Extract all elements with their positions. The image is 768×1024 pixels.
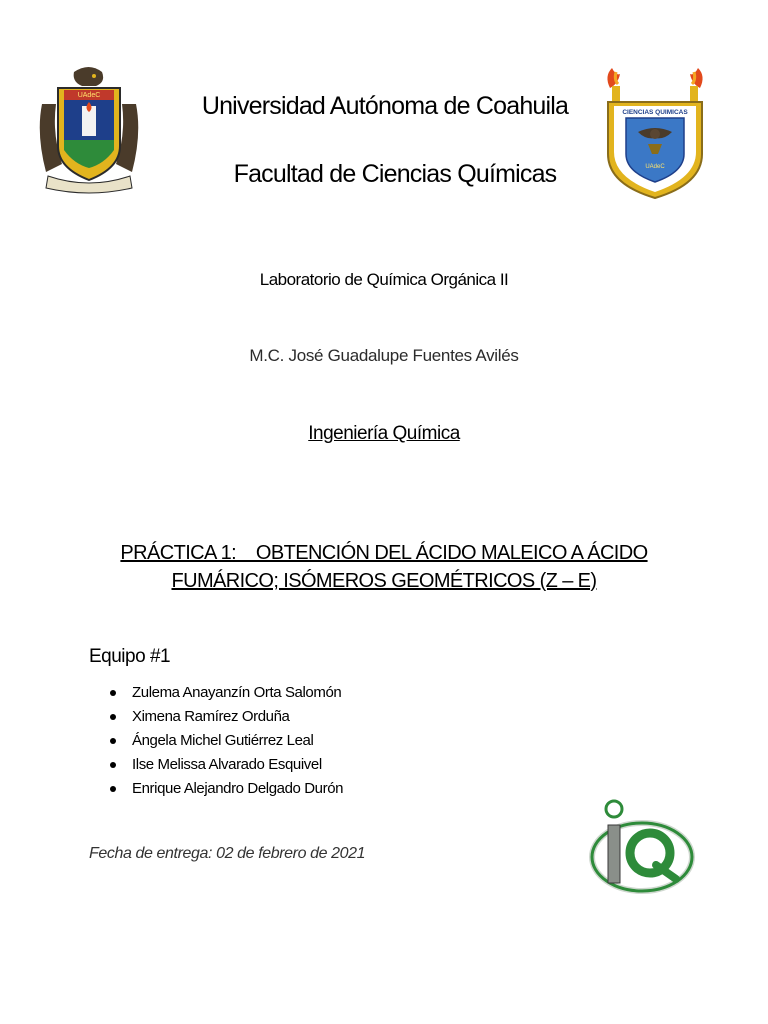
member-name: Ángela Michel Gutiérrez Leal [132, 732, 314, 749]
bullet-icon [110, 786, 116, 792]
faculty-title: Facultad de Ciencias Químicas [233, 160, 557, 188]
bullet-icon [110, 690, 116, 696]
member-name: Zulema Anayanzín Orta Salomón [132, 684, 342, 701]
bullet-icon [110, 762, 116, 768]
iq-engineering-logo [584, 795, 698, 899]
delivery-date: Fecha de entrega: 02 de febrero de 2021 [89, 845, 366, 862]
list-item [108, 732, 343, 756]
member-name: Ilse Melissa Alvarado Esquivel [132, 756, 322, 773]
svg-text:CIENCIAS QUIMICAS: CIENCIAS QUIMICAS [622, 109, 688, 116]
list-item [108, 780, 343, 804]
list-item [108, 684, 343, 708]
list-item [108, 756, 343, 780]
practice-title [110, 539, 658, 595]
laboratory-name: Laboratorio de Química Orgánica II [259, 270, 509, 289]
fcq-shield-logo [598, 62, 712, 202]
practice-title-line-2: FUMÁRICO; ISÓMEROS GEOMÉTRICOS (Z – E) [171, 570, 597, 592]
list-item [108, 708, 343, 732]
bullet-icon [110, 714, 116, 720]
member-name: Ximena Ramírez Orduña [132, 708, 290, 725]
bullet-icon [110, 738, 116, 744]
team-member-list [108, 684, 343, 804]
member-name: Enrique Alejandro Delgado Durón [132, 780, 344, 797]
university-title: Universidad Autónoma de Coahuila [201, 92, 569, 120]
team-title: Equipo #1 [89, 646, 171, 667]
svg-text:IQ: IQ [642, 896, 644, 897]
career-name: Ingeniería Química [308, 423, 460, 444]
practice-title-line-1: PRÁCTICA 1: OBTENCIÓN DEL ÁCIDO MALEICO A ÁCIDO [120, 542, 648, 564]
uadec-shield-logo [34, 64, 144, 196]
svg-text:UAdeC: UAdeC [645, 164, 665, 170]
professor-name: M.C. José Guadalupe Fuentes Avilés [249, 346, 519, 365]
svg-text:UAdeC: UAdeC [77, 92, 101, 99]
